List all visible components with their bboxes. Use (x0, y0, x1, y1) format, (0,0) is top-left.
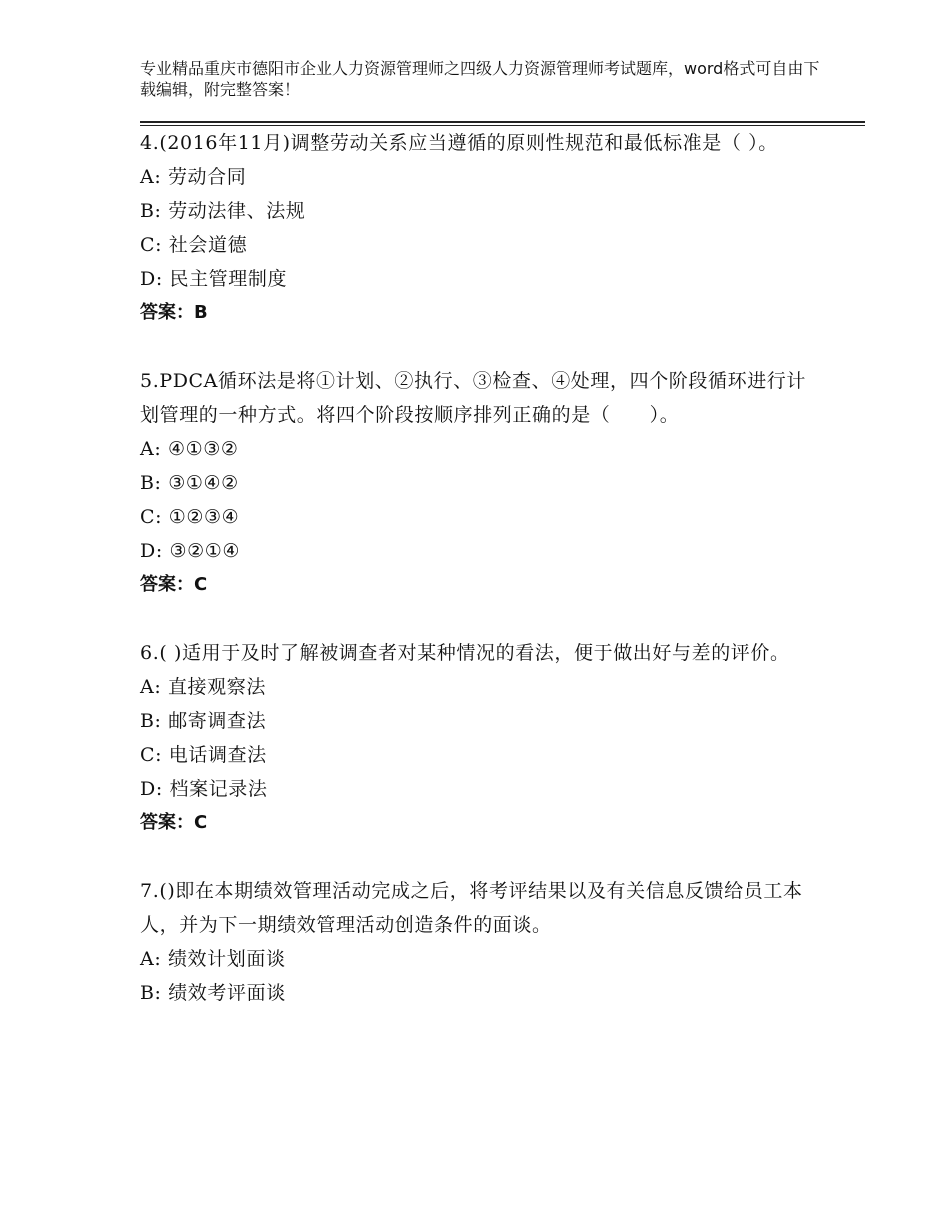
option-d: D: ③②①④ (140, 540, 241, 562)
question-7 (140, 874, 810, 1010)
question-5 (140, 364, 810, 602)
option-c: C: 电话调查法 (140, 744, 267, 766)
option-c: C: 社会道德 (140, 234, 248, 256)
option-d: D: 档案记录法 (140, 778, 268, 800)
option-a: A: 劳动合同 (140, 166, 247, 188)
answer-label: 答案：C (140, 812, 208, 833)
question-stem: 6.( )适用于及时了解被调查者对某种情况的看法，便于做出好与差的评价。 (140, 642, 790, 664)
question-stem: 7.()即在本期绩效管理活动完成之后，将考评结果以及有关信息反馈给员工本人，并为下一期绩效管理活动创造条件的面谈。 (140, 880, 803, 936)
answer-label: 答案：C (140, 574, 208, 595)
question-4 (140, 126, 810, 330)
option-a: A: 直接观察法 (140, 676, 266, 698)
answer-label: 答案：B (140, 302, 208, 323)
option-b: B: 绩效考评面谈 (140, 982, 286, 1004)
option-c: C: ①②③④ (140, 506, 240, 528)
question-stem: 5.PDCA循环法是将①计划、②执行、③检查、④处理，四个阶段循环进行计划管理的一种方式。将四个阶段按顺序排列正确的是（ ）。 (140, 370, 807, 426)
question-6 (140, 636, 810, 840)
option-b: B: ③①④② (140, 472, 239, 494)
option-a: A: 绩效计划面谈 (140, 948, 286, 970)
question-stem: 4.(2016年11月)调整劳动关系应当遵循的原则性规范和最低标准是（ ）。 (140, 132, 778, 154)
question-list (140, 126, 810, 1044)
option-b: B: 劳动法律、法规 (140, 200, 306, 222)
option-d: D: 民主管理制度 (140, 268, 288, 290)
option-a: A: ④①③② (140, 438, 239, 460)
header-divider-thick (140, 121, 865, 123)
document-header: 专业精品重庆市德阳市企业人力资源管理师之四级人力资源管理师考试题库，word格式可自由下载编辑，附完整答案！ (140, 59, 820, 99)
option-b: B: 邮寄调查法 (140, 710, 267, 732)
